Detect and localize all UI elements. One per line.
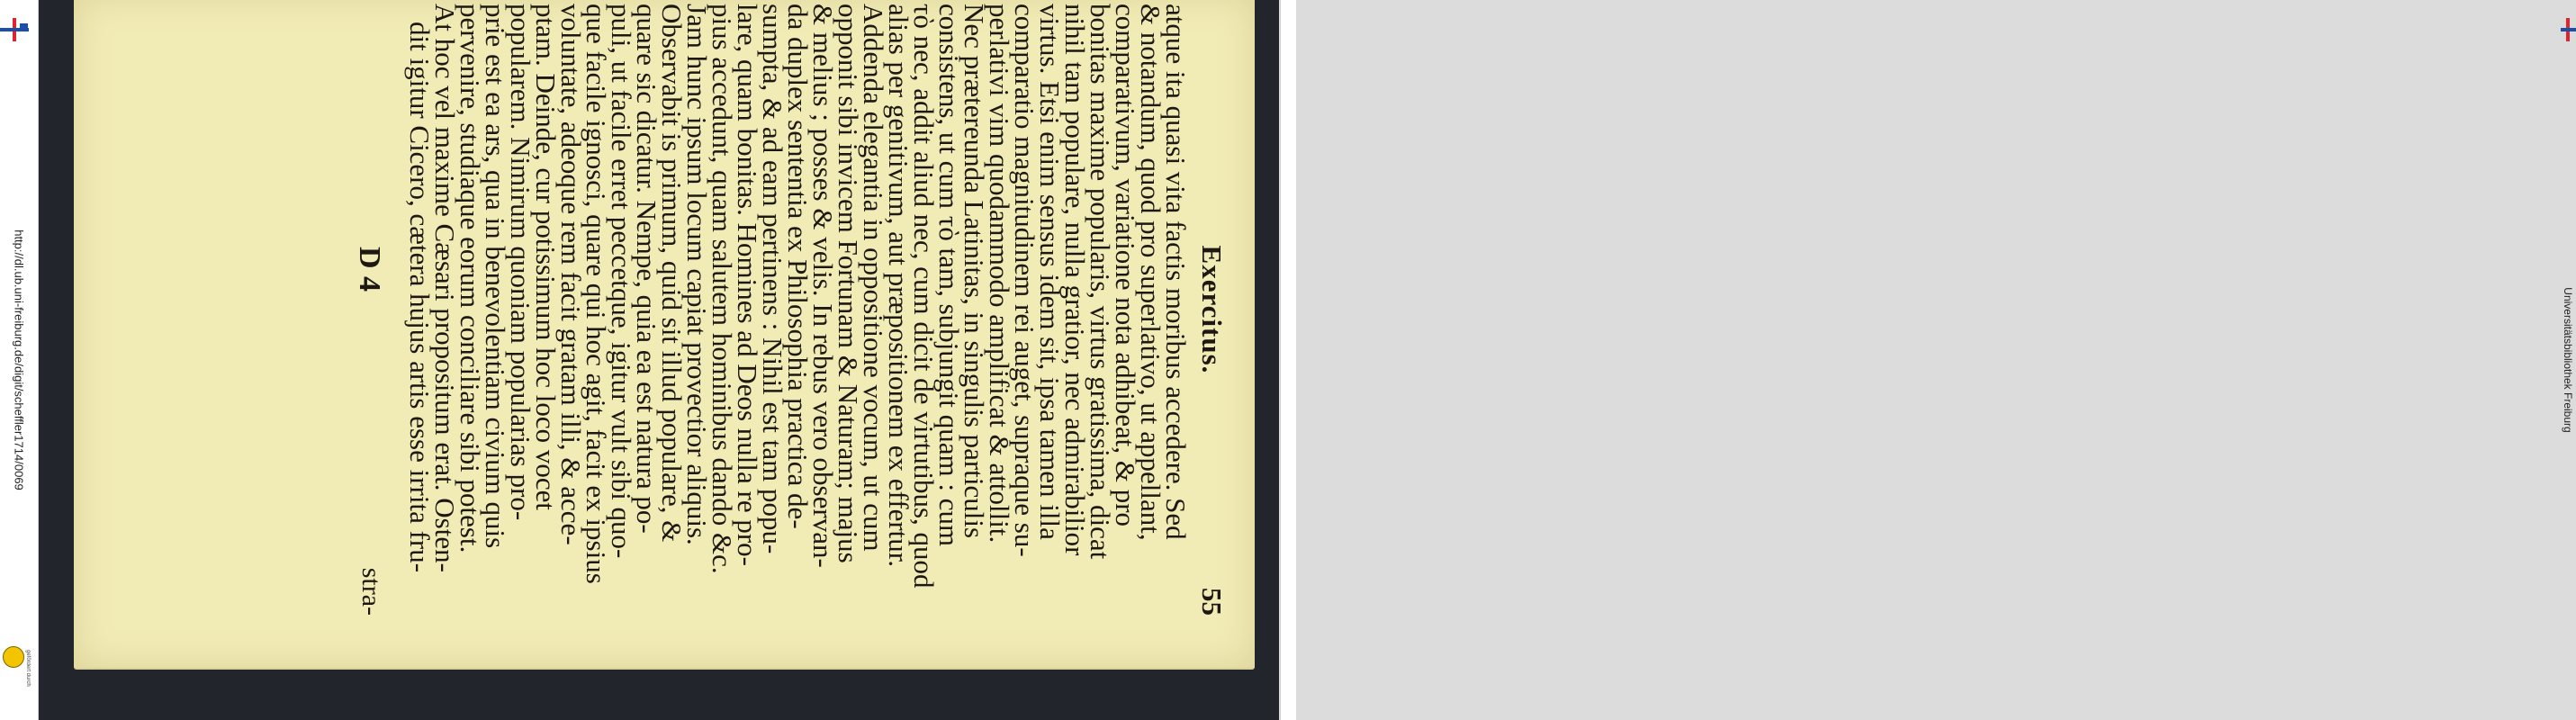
text-line: prie est ea ars, qua in benevolentiam civium quis <box>480 4 511 549</box>
document-url[interactable]: http://dl.ub.uni-freiburg.de/digit/scheffler1714/0069 <box>12 230 26 490</box>
running-head <box>1190 4 1226 616</box>
text-line: bonitas maxime popularis, virtus gratissima, dicat <box>1085 4 1116 560</box>
page-number: 55 <box>1196 588 1228 616</box>
flag-icon <box>0 18 29 41</box>
text-line: At hoc vel maxime Cæsari propositum erat. Osten- <box>429 4 461 572</box>
text-line: comparativum, variatione nota adhibeat, & pro <box>1110 4 1141 527</box>
dfg-logo-icon <box>3 646 24 668</box>
text-line: ptam. Deinde, cur potissimum hoc loco vocet <box>530 4 562 511</box>
text-line: comparatio magnitudinem rei auget, supraque su- <box>1009 4 1040 557</box>
flag-icon-right <box>2561 18 2576 41</box>
text-line: & melius ; posses & velis. In rebus vero observan- <box>807 4 839 568</box>
signature-mark: D 4 <box>353 247 386 292</box>
text-line: da duplex sententia ex Philosophia practica de- <box>782 4 814 529</box>
copyright-notice: Universitätsbibliothek Freiburg <box>2562 287 2574 433</box>
text-line: lare, quam bonitas. Homines ad Deos nulla re pro- <box>732 4 763 566</box>
catchword: stra- <box>356 567 386 616</box>
text-line: virtus. Etsi enim sensus idem sit, ipsa tamen illa <box>1034 4 1066 540</box>
right-sidebar-strip <box>1280 0 2574 720</box>
text-line: popularem. Nimirum quoniam popularias pro- <box>505 4 536 521</box>
text-line: sumpta, & ad eam pertinens : Nihil est tam popu- <box>757 4 788 554</box>
page-text-block <box>182 4 1226 616</box>
running-head-title: Exercitus. <box>1196 245 1228 374</box>
text-line: consistens, ut cum τὸ tam, subjungit quam : cum <box>933 4 965 547</box>
text-line: nihil tam populare, nulla gratior, nec admirabilior <box>1059 4 1091 556</box>
book-page <box>74 0 1255 670</box>
text-line: opponit sibi invicem Fortunam & Naturam; majus <box>833 4 864 563</box>
body-text <box>404 4 1192 616</box>
text-line: alias per genitivum, aut præpositionem ex effertur. <box>883 4 914 568</box>
text-line: atque ita quasi vita factis moribus accedere. Sed <box>1160 4 1192 540</box>
text-line: dit igitur Cicero, cætera hujus artis esse irrita fru- <box>404 22 436 573</box>
text-line: Jam hunc ipsum locum capiat provectior aliquis. <box>681 4 713 545</box>
text-line: pius accedunt, quam salutem hominibus dando &c. <box>707 4 738 574</box>
text-line: τὸ nec, addit aliud nec, cum dicit de virtutibus, quod <box>908 4 940 589</box>
text-line: Nec prætereunda Latinitas, in singulis particulis <box>959 4 990 539</box>
text-line: perlativi vim quodammodo amplificat & attollit. <box>984 4 1015 544</box>
text-line: puli, ut facile erret peccetque, igitur vult sibi quo- <box>606 4 637 559</box>
text-line: Addenda elegantia in oppositione vocum, ut cum <box>858 4 889 552</box>
text-line: voluntate, adeoque rem facit gratam illi, & acce- <box>555 4 587 545</box>
text-line: & notandum, quod pro superlativo, ut appellant, <box>1135 4 1166 541</box>
logo-caption: gefördert durch <box>25 650 31 687</box>
text-line: quare sic dicatur. Nempe, quia ea est natura po- <box>631 4 662 534</box>
left-sidebar-strip <box>0 0 39 720</box>
text-line: Observabit is primum, quid sit illud populare, & <box>656 4 688 543</box>
text-line: que facile ignosci, quare qui hoc agit, facit ex ipsius <box>581 4 612 584</box>
text-line: pervenire, studiaque eorum conciliare sibi potest. <box>455 4 486 554</box>
